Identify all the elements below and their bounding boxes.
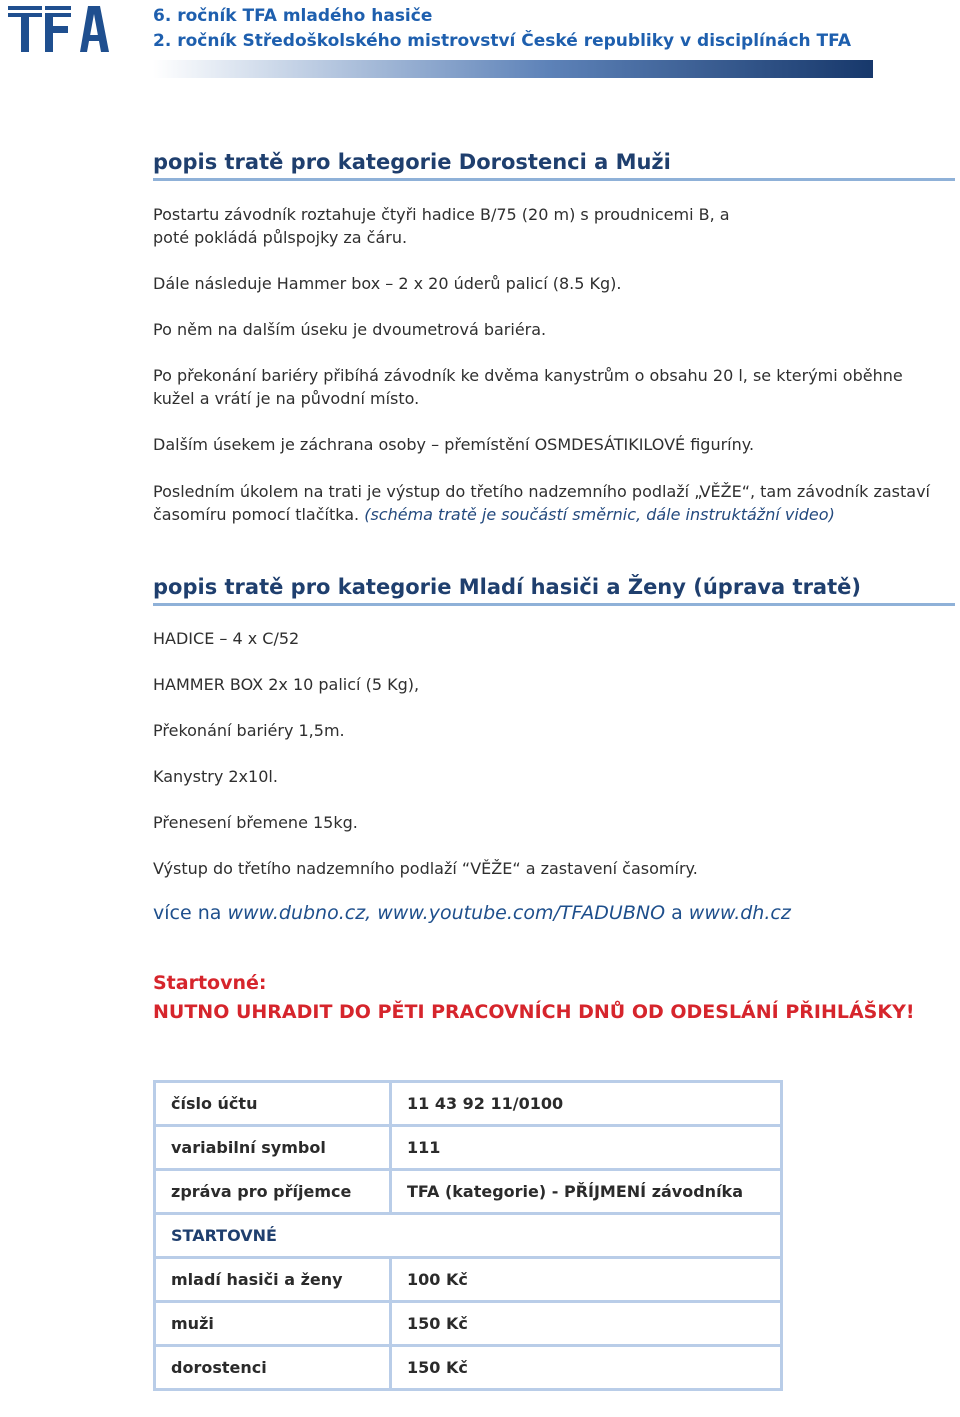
more-and: a: [671, 902, 683, 924]
fee-label: Startovné:: [153, 972, 267, 994]
message-value: TFA (kategorie) - PŘÍJMENÍ závodníka: [391, 1170, 782, 1214]
header-line-1: 6. ročník TFA mladého hasiče: [153, 6, 433, 26]
more-info-line: [153, 900, 953, 926]
account-value: 11 43 92 11/0100: [391, 1082, 782, 1126]
link-dubno[interactable]: www.dubno.cz,: [227, 902, 372, 924]
list-item: HAMMER BOX 2x 10 palicí (5 Kg),: [153, 675, 420, 694]
table-row: [155, 1302, 782, 1346]
tower-text: Posledním úkolem na trati je výstup do třetího nadzemního podlaží „VĚŽE“, tam závodník zastaví časomíru pomocí tlačítka.: [153, 482, 930, 524]
section-title: popis tratě pro kategorie Mladí hasiči a Ženy (úprava tratě): [153, 575, 955, 606]
paragraph-barrier: Po něm na dalším úseku je dvoumetrová bariéra.: [153, 320, 547, 339]
vs-label: variabilní symbol: [155, 1126, 391, 1170]
link-dh[interactable]: www.dh.cz: [688, 902, 791, 924]
account-label: číslo účtu: [155, 1082, 391, 1126]
section-dorostenci-muzi: [153, 150, 955, 181]
paragraph-rescue: Dalším úsekem je záchrana osoby – přemístění OSMDESÁTIKILOVÉ figuríny.: [153, 435, 755, 454]
list-item: Výstup do třetího nadzemního podlaží “VĚŽE“ a zastavení časomíry.: [153, 859, 698, 878]
header-line-2: 2. ročník Středoškolského mistrovství České republiky v disciplínách TFA: [153, 31, 851, 51]
fee-notice: NUTNO UHRADIT DO PĚTI PRACOVNÍCH DNŮ OD ODESLÁNÍ PŘIHLÁŠKY!: [153, 1001, 915, 1023]
fee-category: dorostenci: [155, 1346, 391, 1390]
fee-amount: 150 Kč: [391, 1346, 782, 1390]
list-item: HADICE – 4 x C/52: [153, 629, 300, 648]
fee-header: STARTOVNÉ: [155, 1214, 782, 1258]
payment-table: [153, 1080, 783, 1391]
more-prefix: více na: [153, 902, 222, 924]
fee-amount: 100 Kč: [391, 1258, 782, 1302]
header-gradient-bar: [153, 60, 873, 78]
section-title: popis tratě pro kategorie Dorostenci a Muži: [153, 150, 955, 181]
fee-category: muži: [155, 1302, 391, 1346]
list-item: Překonání bariéry 1,5m.: [153, 721, 345, 740]
message-label: zpráva pro příjemce: [155, 1170, 391, 1214]
table-row: [155, 1346, 782, 1390]
fee-category: mladí hasiči a ženy: [155, 1258, 391, 1302]
link-youtube[interactable]: www.youtube.com/TFADUBNO: [377, 902, 666, 924]
list-item: Přenesení břemene 15kg.: [153, 813, 358, 832]
paragraph-canisters: Po překonání bariéry přibíhá závodník ke dvěma kanystrům o obsahu 20 l, se kterými oběhne kužel a vrátí je na původní místo.: [153, 366, 903, 408]
vs-value: 111: [391, 1126, 782, 1170]
section-mladi-zeny: [153, 575, 955, 606]
table-row: [155, 1214, 782, 1258]
table-row: [155, 1082, 782, 1126]
paragraph-tower: [153, 480, 953, 526]
fee-amount: 150 Kč: [391, 1302, 782, 1346]
table-row: [155, 1126, 782, 1170]
table-row: [155, 1258, 782, 1302]
paragraph-start: Postartu závodník roztahuje čtyři hadice B/75 (20 m) s proudnicemi B, a poté pokládá půlspojky za čáru.: [153, 205, 730, 247]
paragraph-hammer: Dále následuje Hammer box – 2 x 20 úderů palicí (8.5 Kg).: [153, 274, 622, 293]
schema-note: (schéma tratě je součástí směrnic, dále instruktážní video): [364, 505, 835, 524]
list-item: Kanystry 2x10l.: [153, 767, 278, 786]
table-row: [155, 1170, 782, 1214]
tfa-logo: [8, 6, 110, 52]
